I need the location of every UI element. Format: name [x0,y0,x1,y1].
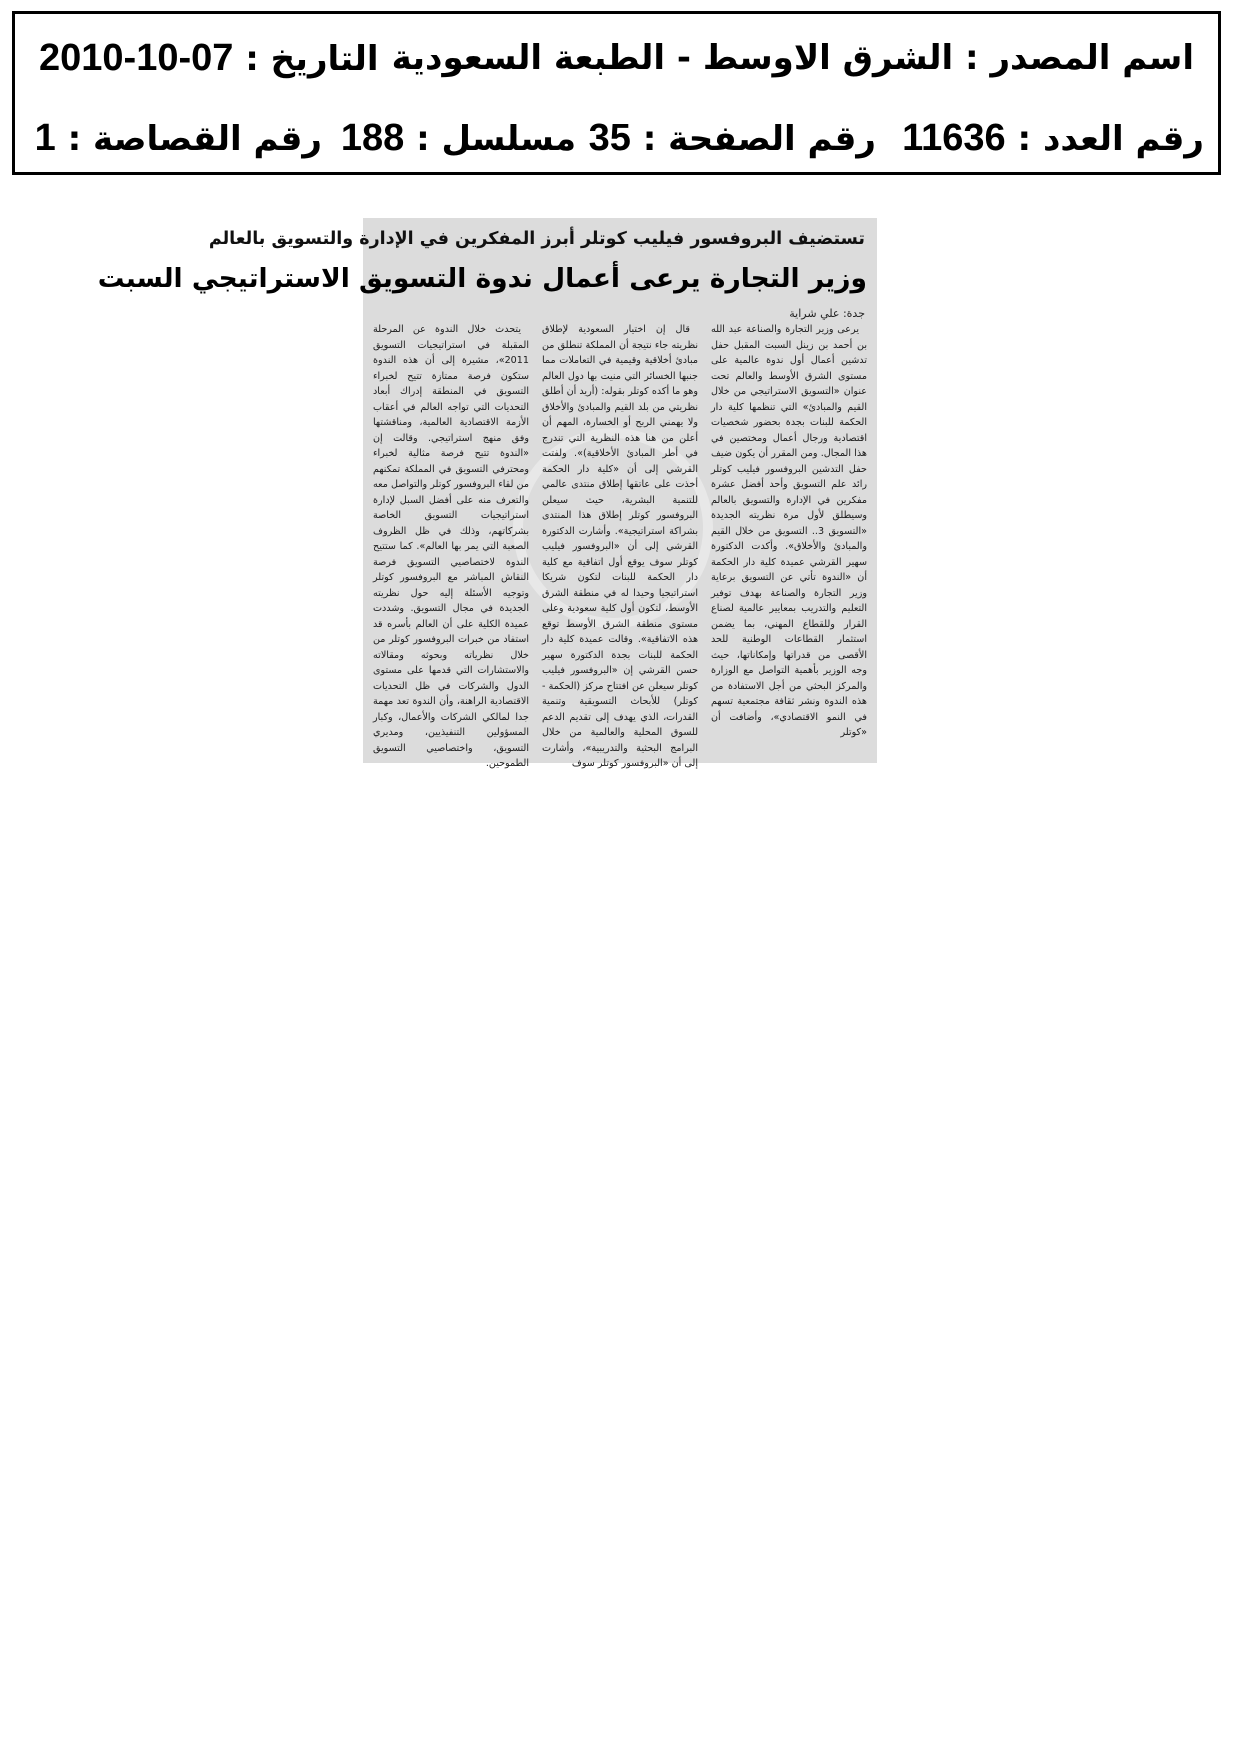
article-headline: وزير التجارة يرعى أعمال ندوة التسويق الاستراتيجي السبت [97,263,867,294]
source-label: اسم المصدر : [965,38,1194,78]
issue-label: رقم العدد : [1017,119,1204,159]
article-column-2 [542,322,698,769]
clip-label: رقم القصاصة : [67,119,322,159]
header-row-numbers [15,118,1218,178]
issue-value: 11636 [902,117,1006,159]
newspaper-clipping [97,218,877,769]
source-value: الشرق الاوسط - الطبعة السعودية [391,38,954,78]
page-value: 35 [588,117,631,159]
page-field [589,118,876,159]
column-text: قال إن اختيار السعودية لإطلاق نظريته جاء نتيجة أن المملكة تنطلق من مبادئ أخلاقية وقيمية في التعاملات مما جنبها الخسائر التي منيت بها دول العالم وهو ما أكده كوتلر بقوله: (أريد أن أطلق نظريتي من بلد القيم والمبادئ والأخلاق ولا يهمني الربح أو الخسارة، المهم أن أعلن من هنا هذه النظرية التي تندرج في أطر المبادئ الأخلاقية)». ولفتت القرشي إلى أن «كلية دار الحكمة أخذت على عاتقها إطلاق منتدى عالمي للتنمية البشرية، حيث سيعلن البروفسور كوتلر إطلاق هذا المنتدى بشراكة استراتيجية». وأشارت الدكتورة القرشي إلى أن «البروفسور فيليب كوتلر سوف يوقع أول اتفاقية مع كلية دار الحكمة للبنات لتكون شريكا استراتيجيا وحيدا له في منطقة الشرق الأوسط، لتكون أول كلية سعودية وعلى مستوى منطقة الشرق الأوسط توقع هذه الاتفاقية». وقالت عميدة كلية دار الحكمة للبنات بجدة الدكتورة سهير حسن القرشي إن «البروفسور فيليب كوتلر سيعلن عن افتتاح مركز (الحكمة - كوتلر) للأبحاث التسويقية وتنمية القدرات، الذي يهدف إلى تقديم الدعم للسوق المحلية والعالمية من خلال البرامج البحثية والتدريبية»، وأشارت إلى أن «البروفسور كوتلر سوف [542,324,698,769]
serial-label: مسلسل : [416,119,576,159]
source-field [392,38,1194,78]
column-text: يتحدث خلال الندوة عن المرحلة المقبلة في استراتيجيات التسويق 2011»، مشيرة إلى أن هذه الندوة ستكون فرصة ممتازة تتيح لخبراء التسويق في المنطقة إدراك أبعاد التحديات التي تواجه العالم في أعقاب الأزمة الاقتصادية العالمية، ومناقشتها وفق منهج استراتيجي. وقالت إن «الندوة تتيح فرصة مثالية لخبراء ومحترفي التسويق في المملكة تمكنهم من لقاء البروفسور كوتلر والتواصل معه والتعرف منه على أفضل السبل لإدارة استراتيجيات التسويق الخاصة بشركاتهم، وذلك في ظل الظروف الصعبة التي يمر بها العالم». كما ستتيح الندوة لاختصاصيي التسويق فرصة النقاش المباشر مع البروفسور كوتلر وتوجيه الأسئلة إليه حول نظريته الجديدة في مجال التسويق. وشددت عميدة الكلية على أن العالم بأسره قد استفاد من خبرات البروفسور كوتلر من خلال نظرياته وبحوثه ومقالاته والاستشارات التي قدمها على مستوى الدول والشركات في ظل التحديات الاقتصادية الراهنة، وأن الندوة تعد مهمة جدا لمالكي الشركات والأعمال، وكبار المسؤولين التنفيذيين، ومديري التسويق، واختصاصيي التسويق الطموحين. [373,324,529,769]
issue-field [902,118,1204,159]
date-field [39,38,379,79]
column-text: يرعى وزير التجارة والصناعة عبد الله بن أحمد بن زينل السبت المقبل حفل تدشين أعمال أول ندوة عالمية على مستوى الشرق الأوسط والعالم تحت عنوان «التسويق الاستراتيجي من خلال القيم والمبادئ» التي تنظمها كلية دار الحكمة للبنات بجدة بحضور شخصيات اقتصادية ورجال أعمال ومختصين في هذا المجال. ومن المقرر أن يكون ضيف حفل التدشين البروفسور فيليب كوتلر رائد علم التسويق وأحد أفضل عشرة مفكرين في الإدارة والتسويق بالعالم وسيطلق لأول مرة نظريته الجديدة «التسويق 3.. التسويق من خلال القيم والمبادئ والأخلاق». وأكدت الدكتورة سهير القرشي عميدة كلية دار الحكمة أن «الندوة تأتي عن التسويق برعاية وزير التجارة والصناعة بهدف توفير التعليم والتدريب بمعايير عالمية لصناع القرار وللقطاع المهني، بما يضمن استثمار القطاعات الوطنية للحد الأقصى من قدراتها وإمكاناتها، حيث وجه الوزير بأهمية التواصل مع الوزارة والمركز البحثي من أجل الاستفادة من هذه الندوة ونشر ثقافة مجتمعية تسهم في النمو الاقتصادي»، وأضافت أن «كوتلر [711,324,867,738]
clipping-info-header [12,11,1221,175]
clip-value: 1 [34,117,56,159]
date-label: التاريخ : [245,39,379,79]
header-row-source [15,38,1218,98]
page-label: رقم الصفحة : [642,119,876,159]
date-value: 2010-10-07 [39,37,234,79]
article-column-1 [711,322,867,752]
serial-field [341,118,576,159]
serial-value: 188 [340,117,405,159]
article-byline: جدة: علي شراية [789,307,865,320]
article-column-3 [373,322,529,769]
article-kicker: تستضيف البروفسور فيليب كوتلر أبرز المفكرين في الإدارة والتسويق بالعالم [208,229,865,249]
article-body [373,322,867,769]
clip-field [35,118,322,159]
